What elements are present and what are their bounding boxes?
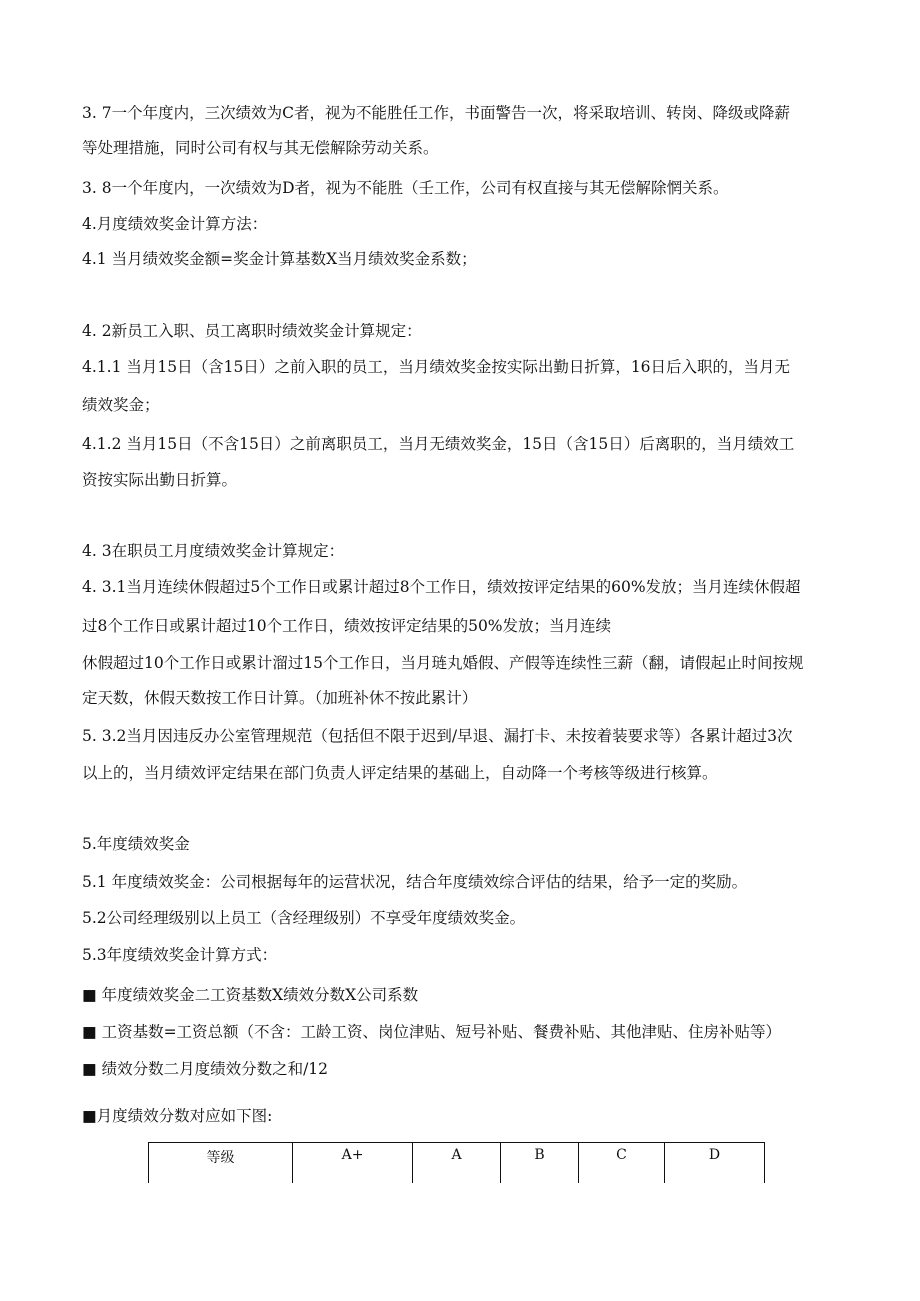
table-header-row	[149, 1143, 765, 1184]
section-heading: 5.年度绩效奖金	[82, 835, 190, 853]
text-line: 5.2公司经理级别以上员工（含经理级别）不享受年度绩效奖金。	[82, 909, 526, 927]
bullet-item: ■ 工资基数=工资总额（不含：工龄工资、岗位津贴、短号补贴、餐费补贴、其他津贴、住房补贴等）	[82, 1023, 782, 1041]
text-line: 3. 8一个年度内，一次绩效为D者，视为不能胜（壬工作，公司有权直接与其无偿解除惘关系。	[82, 179, 729, 197]
bullet-item: ■ 年度绩效奖金二工资基数X绩效分数X公司系数	[82, 986, 419, 1004]
table-header-cell: A	[413, 1143, 501, 1184]
section-heading: 4. 3在职员工月度绩效奖金计算规定：	[82, 542, 345, 560]
table-header-cell: D	[665, 1143, 765, 1184]
text-line: 4.1.1 当月15日（含15日）之前入职的员工，当月绩效奖金按实际出勤日折算，16日后入职的，当月无	[82, 358, 791, 376]
section-heading: 4.月度绩效奖金计算方法：	[82, 215, 268, 233]
text-line: 定天数，休假天数按工作日计算。（加班补休不按此累计）	[82, 689, 478, 707]
text-line: 4.1.2 当月15日（不含15日）之前离职员工，当月无绩效奖金，15日（含15日）后离职的，当月绩效工	[82, 435, 795, 453]
table-header-cell: C	[579, 1143, 665, 1184]
text-line: 资按实际出勤日折算。	[82, 471, 238, 489]
bullet-item: ■ 绩效分数二月度绩效分数之和/12	[82, 1060, 329, 1078]
text-line: 绩效奖金；	[82, 396, 160, 414]
bullet-item: ■月度绩效分数对应如下图:	[82, 1107, 273, 1125]
text-line: 5. 3.2当月因违反办公室管理规范（包括但不限于迟到/早退、漏打卡、未按着装要求等）各累计超过3次	[82, 727, 793, 745]
text-line: 5.1 年度绩效奖金：公司根据每年的运营状况，结合年度绩效综合评估的结果，给予一定的奖励。	[82, 873, 748, 891]
grade-table	[148, 1142, 765, 1183]
text-line: 5.3年度绩效奖金计算方式：	[82, 946, 278, 964]
text-line: 过8个工作日或累计超过10个工作日，绩效按评定结果的50%发放；当月连续	[82, 617, 612, 635]
text-line: 等处理措施，同时公司有权与其无偿解除劳动关系。	[82, 139, 439, 157]
table-header-cell: A+	[293, 1143, 413, 1184]
text-line: 休假超过10个工作日或累计溜过15个工作日，当月琏丸婚假、产假等连续性三薪（翻，请假起止时间按规	[82, 654, 804, 672]
section-heading: 4. 2新员工入职、员工离职时绩效奖金计算规定：	[82, 322, 422, 340]
table-header-cell: B	[501, 1143, 579, 1184]
text-line: 3. 7一个年度内，三次绩效为C者，视为不能胜任工作，书面警告一次，将采取培训、转岗、降级或降薪	[82, 104, 790, 122]
text-line: 4.1 当月绩效奖金额=奖金计算基数X当月绩效奖金系数；	[82, 250, 477, 268]
table-header-cell: 等级	[149, 1143, 293, 1184]
text-line: 4. 3.1当月连续休假超过5个工作日或累计超过8个工作日，绩效按评定结果的60%发放；当月连续休假超	[82, 578, 801, 596]
text-line: 以上的，当月绩效评定结果在部门负责人评定结果的基础上，自动降一个考核等级进行核算。	[82, 764, 718, 782]
